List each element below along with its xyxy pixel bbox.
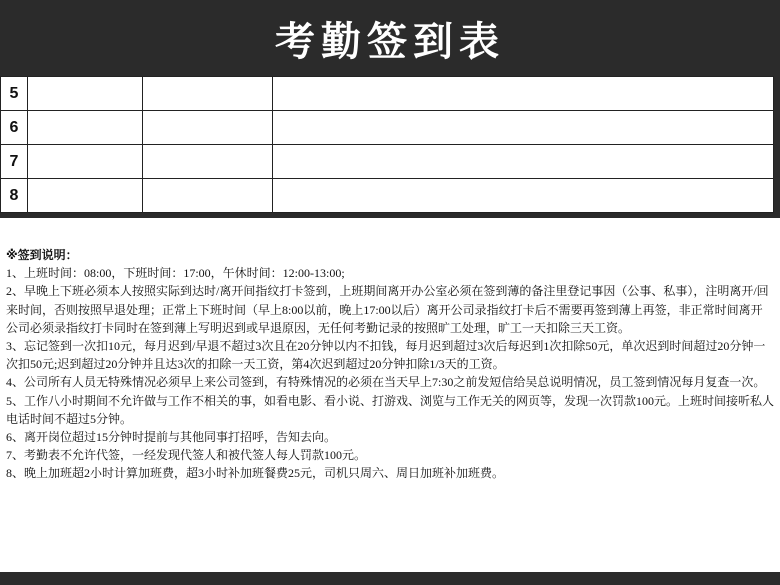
note-line: 4、公司所有人员无特殊情况必须早上来公司签到，有特殊情况的必须在当天早上7:30之前发短信给吴总说明情况，员工签到情况每月复查一次。	[6, 375, 766, 390]
attendance-table	[0, 76, 774, 213]
note-line: 7、考勤表不允许代签，一经发现代签人和被代签人每人罚款100元。	[6, 448, 367, 463]
attendance-table-area	[0, 76, 780, 218]
table-cell[interactable]	[273, 111, 774, 145]
table-cell[interactable]	[143, 77, 273, 111]
row-number: 7	[1, 145, 28, 179]
table-cell[interactable]	[273, 179, 774, 213]
table-row	[1, 111, 774, 145]
table-cell[interactable]	[28, 77, 143, 111]
table-cell[interactable]	[143, 145, 273, 179]
note-line: 1、上班时间：08:00，下班时间：17:00，午休时间：12:00-13:00;	[6, 266, 345, 281]
note-line: 2、早晚上下班必须本人按照实际到达时/离开间指纹打卡签到，上班期间离开办公室必须在签到薄的备注里登记事因（公事、私事），注明离开/回来时间，否则按照早退处理；正常上下班时间（早上8:00以前，晚上17:00以后）离开公司录指纹打卡后不需要再签到薄上再签，非正常时间离开公司必须录指纹打卡同时在签到薄上写明迟到或早退原因，无任何考勤记录的按照旷工处理，旷工一天扣除三天工资。	[6, 284, 769, 335]
table-cell[interactable]	[273, 145, 774, 179]
note-line: 5、工作八小时期间不允许做与工作不相关的事，如看电影、看小说、打游戏、浏览与工作无关的网页等，发现一次罚款100元。上班时间接听私人电话时间不超过5分钟。	[6, 393, 775, 426]
page-title: 考勤签到表	[275, 17, 505, 65]
row-number: 8	[1, 179, 28, 213]
footer-bar	[0, 572, 780, 585]
table-cell[interactable]	[143, 179, 273, 213]
table-cell[interactable]	[28, 145, 143, 179]
row-number: 5	[1, 77, 28, 111]
table-row	[1, 77, 774, 111]
note-line: 3、忘记签到一次扣10元，每月迟到/早退不超过3次且在20分钟以内不扣钱，每月迟到超过3次后每迟到1次扣除50元，单次迟到时间超过20分钟一次扣50元;迟到超过20分钟并且达3次的扣除一天工资，第4次迟到超过20分钟扣除1/3天的工资。	[6, 339, 766, 372]
note-line: 8、晚上加班超2小时计算加班费，超3小时补加班餐费25元，司机只周六、周日加班补加班费。	[6, 466, 505, 481]
row-number: 6	[1, 111, 28, 145]
table-cell[interactable]	[28, 179, 143, 213]
table-row	[1, 145, 774, 179]
table-cell[interactable]	[143, 111, 273, 145]
notes-heading: ※签到说明：	[6, 248, 78, 262]
note-line: 6、离开岗位超过15分钟时提前与其他同事打招呼，告知去向。	[6, 430, 337, 445]
table-row	[1, 179, 774, 213]
table-cell[interactable]	[28, 111, 143, 145]
header-bar	[0, 0, 780, 76]
sign-in-notes	[6, 246, 774, 483]
table-cell[interactable]	[273, 77, 774, 111]
